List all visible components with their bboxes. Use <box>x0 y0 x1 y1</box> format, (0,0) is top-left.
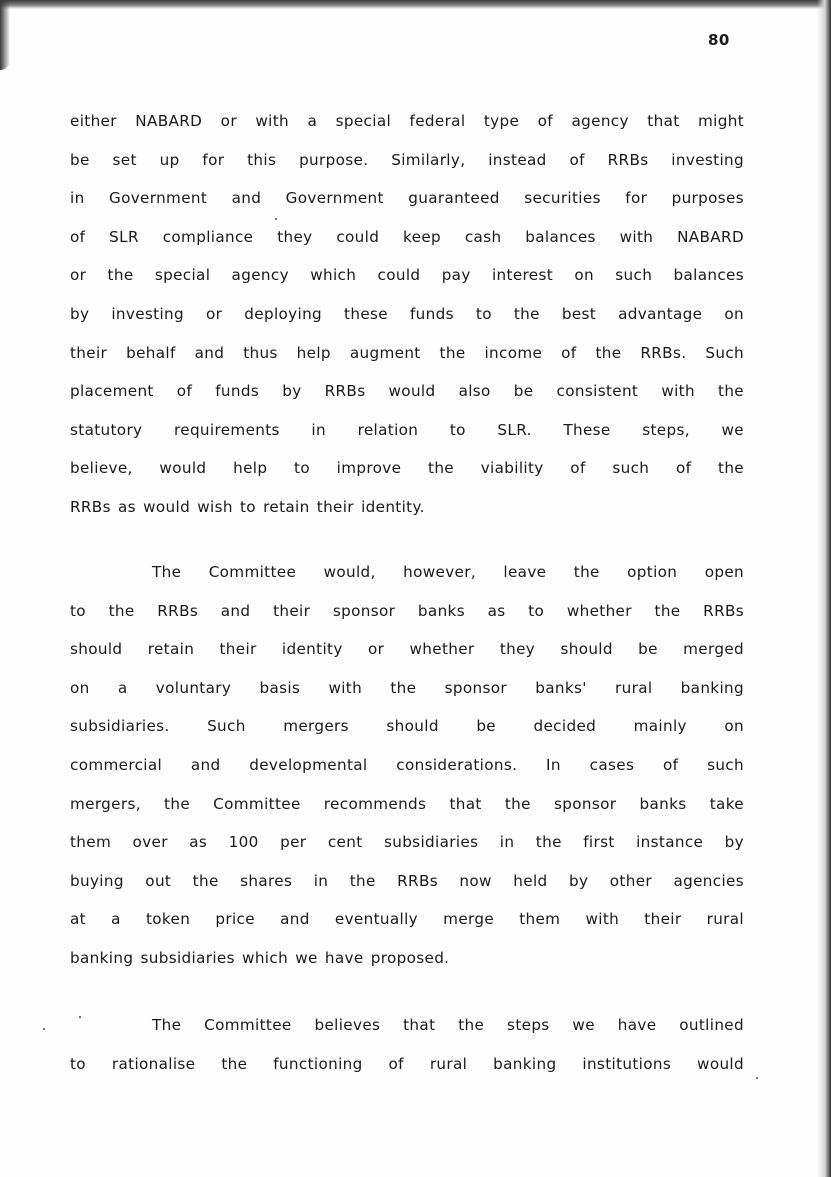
paragraph-line: buying out the shares in the RRBs now held by other agencies <box>70 871 744 890</box>
scan-speck <box>756 1077 758 1079</box>
scan-speck <box>275 218 277 220</box>
paragraph-1 <box>70 102 744 527</box>
paragraph-line: by investing or deploying these funds to the best advantage on <box>70 304 744 323</box>
paragraph-line: The Committee believes that the steps we have outlined <box>152 1016 744 1034</box>
scan-edge-top <box>0 0 831 9</box>
paragraph-line: be set up for this purpose. Similarly, instead of RRBs investing <box>70 150 744 169</box>
paragraph-2 <box>70 553 744 978</box>
scan-speck <box>43 1028 45 1030</box>
paragraph-line: placement of funds by RRBs would also be consistent with the <box>70 382 744 401</box>
paragraph-line: banking subsidiaries which we have proposed. <box>70 948 450 967</box>
paragraph-line: subsidiaries. Such mergers should be decided mainly on <box>70 717 744 736</box>
paragraph-line: statutory requirements in relation to SLR. These steps, we <box>70 420 744 439</box>
scan-edge-right <box>817 0 831 1177</box>
paragraph-line: or the special agency which could pay interest on such balances <box>70 266 744 285</box>
paragraph-line: of SLR compliance they could keep cash balances with NABARD <box>70 227 744 246</box>
paragraph-line: mergers, the Committee recommends that the sponsor banks take <box>70 794 744 813</box>
scan-page-curl <box>0 0 10 70</box>
paragraph-line: RRBs as would wish to retain their identity. <box>70 497 425 516</box>
paragraph-line: believe, would help to improve the viability of such of the <box>70 459 744 478</box>
paragraph-line: either NABARD or with a special federal type of agency that might <box>70 112 744 130</box>
paragraph-line: their behalf and thus help augment the income of the RRBs. Such <box>70 343 744 362</box>
paragraph-line: in Government and Government guaranteed securities for purposes <box>70 189 744 208</box>
paragraph-line: them over as 100 per cent subsidiaries in the first instance by <box>70 833 744 852</box>
paragraph-line: should retain their identity or whether they should be merged <box>70 640 744 659</box>
paragraph-line: on a voluntary basis with the sponsor banks' rural banking <box>70 678 744 697</box>
paragraph-line: to the RRBs and their sponsor banks as to whether the RRBs <box>70 601 744 620</box>
paragraph-line: commercial and developmental considerations. In cases of such <box>70 755 744 774</box>
paragraph-3 <box>70 1006 744 1083</box>
scan-speck <box>79 1016 81 1018</box>
paragraph-line: The Committee would, however, leave the option open <box>152 563 744 581</box>
paragraph-line: to rationalise the functioning of rural banking institutions would <box>70 1054 744 1073</box>
page-number: 80 <box>708 31 730 49</box>
paragraph-line: at a token price and eventually merge them with their rural <box>70 910 744 929</box>
